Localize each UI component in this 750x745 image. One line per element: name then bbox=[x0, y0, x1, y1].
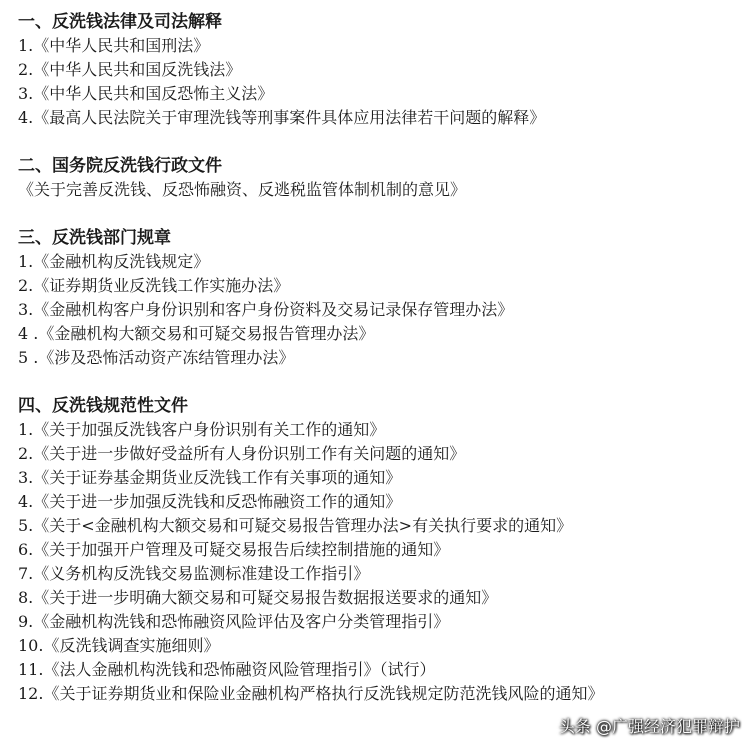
section-heading: 三、反洗钱部门规章 bbox=[18, 228, 171, 248]
section-heading: 一、反洗钱法律及司法解释 bbox=[18, 12, 222, 32]
list-item: 4.《关于进一步加强反洗钱和反恐怖融资工作的通知》 bbox=[18, 492, 402, 511]
list-item: 12.《关于证券期货业和保险业金融机构严格执行反洗钱规定防范洗钱风险的通知》 bbox=[18, 684, 604, 703]
section-state-council bbox=[18, 154, 746, 202]
list-item: 8.《关于进一步明确大额交易和可疑交易报告数据报送要求的通知》 bbox=[18, 588, 498, 607]
list-item: 2.《关于进一步做好受益所有人身份识别工作有关问题的通知》 bbox=[18, 444, 466, 463]
list-item: 4 .《金融机构大额交易和可疑交易报告管理办法》 bbox=[18, 324, 375, 343]
list-item: 11.《法人金融机构洗钱和恐怖融资风险管理指引》（试行） bbox=[18, 660, 436, 679]
list-item: 1.《关于加强反洗钱客户身份识别有关工作的通知》 bbox=[18, 420, 386, 439]
section-regulations bbox=[18, 226, 746, 370]
document-body bbox=[18, 10, 746, 730]
list-item: 10.《反洗钱调查实施细则》 bbox=[18, 636, 220, 655]
section-laws bbox=[18, 10, 746, 130]
list-item: 9.《金融机构洗钱和恐怖融资风险评估及客户分类管理指引》 bbox=[18, 612, 450, 631]
watermark-label: 头条 @广强经济犯罪辩护 bbox=[558, 717, 740, 736]
list-item: 2.《中华人民共和国反洗钱法》 bbox=[18, 60, 242, 79]
section-normative-documents bbox=[18, 394, 746, 706]
section-heading: 二、国务院反洗钱行政文件 bbox=[18, 156, 222, 176]
list-item: 2.《证券期货业反洗钱工作实施办法》 bbox=[18, 276, 290, 295]
list-item: 5 .《涉及恐怖活动资产冻结管理办法》 bbox=[18, 348, 295, 367]
list-item: 1.《金融机构反洗钱规定》 bbox=[18, 252, 210, 271]
list-item: 1.《中华人民共和国刑法》 bbox=[18, 36, 210, 55]
list-item: 3.《中华人民共和国反恐怖主义法》 bbox=[18, 84, 274, 103]
list-item: 3.《金融机构客户身份识别和客户身份资料及交易记录保存管理办法》 bbox=[18, 300, 514, 319]
list-item: 7.《义务机构反洗钱交易监测标准建设工作指引》 bbox=[18, 564, 370, 583]
list-item: 4.《最高人民法院关于审理洗钱等刑事案件具体应用法律若干问题的解释》 bbox=[18, 108, 546, 127]
section-heading: 四、反洗钱规范性文件 bbox=[18, 396, 188, 416]
list-item: 3.《关于证券基金期货业反洗钱工作有关事项的通知》 bbox=[18, 468, 402, 487]
list-item: 6.《关于加强开户管理及可疑交易报告后续控制措施的通知》 bbox=[18, 540, 450, 559]
list-item: 《关于完善反洗钱、反恐怖融资、反逃税监管体制机制的意见》 bbox=[18, 180, 467, 199]
list-item: 5.《关于<金融机构大额交易和可疑交易报告管理办法>有关执行要求的通知》 bbox=[18, 516, 573, 535]
